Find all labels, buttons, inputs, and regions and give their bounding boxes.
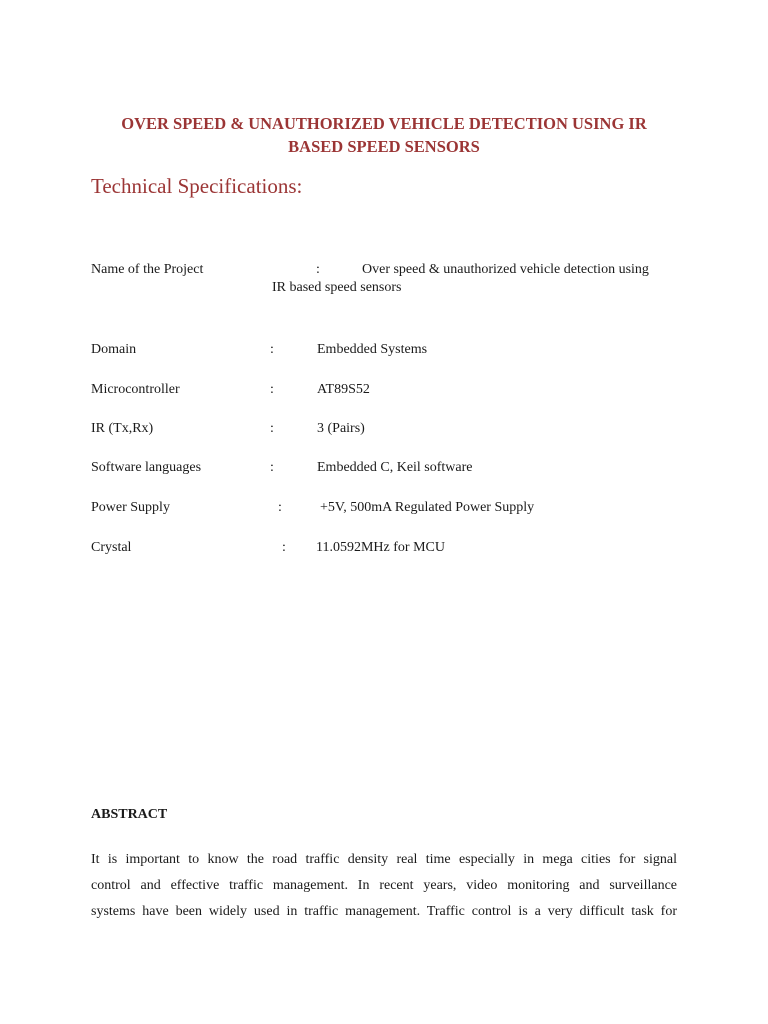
spec-separator: : (270, 460, 274, 475)
spec-separator: : (316, 262, 320, 277)
spec-value-continuation: IR based speed sensors (272, 280, 402, 295)
spec-value: Embedded Systems (317, 342, 428, 357)
abstract-line: It is important to know the road traffic density real time especially in mega cities for signal (91, 852, 677, 867)
abstract-line: control and effective traffic management. In recent years, video monitoring and surveillance (91, 878, 677, 893)
spec-label: Microcontroller (91, 382, 180, 397)
abstract-paragraph (91, 847, 677, 925)
spec-row-domain (0, 340, 768, 360)
spec-separator: : (270, 342, 274, 357)
title-line-1: OVER SPEED & UNAUTHORIZED VEHICLE DETECTION USING IR (121, 114, 647, 133)
abstract-line: systems have been widely used in traffic management. Traffic control is a very difficult task for (91, 904, 677, 919)
spec-value: 3 (Pairs) (317, 421, 365, 436)
abstract-heading: ABSTRACT (91, 807, 168, 822)
spec-row-power-supply (0, 498, 768, 518)
document-title (0, 112, 768, 158)
spec-row-microcontroller (0, 380, 768, 400)
spec-value: Embedded C, Keil software (317, 460, 473, 475)
spec-label: IR (Tx,Rx) (91, 421, 154, 436)
spec-value: AT89S52 (317, 382, 370, 397)
spec-row-crystal (0, 538, 768, 558)
title-line-2: BASED SPEED SENSORS (288, 137, 480, 156)
spec-value: 11.0592MHz for MCU (316, 540, 445, 555)
spec-row-software (0, 458, 768, 478)
spec-row-project-name (0, 260, 768, 280)
spec-label: Power Supply (91, 500, 170, 515)
spec-separator: : (278, 500, 282, 515)
spec-label: Name of the Project (91, 262, 204, 277)
spec-label: Domain (91, 342, 137, 357)
spec-value: Over speed & unauthorized vehicle detection using (362, 262, 649, 277)
spec-separator: : (282, 540, 286, 555)
spec-label: Crystal (91, 540, 132, 555)
spec-value: +5V, 500mA Regulated Power Supply (320, 500, 535, 515)
spec-row-ir (0, 419, 768, 439)
spec-label: Software languages (91, 460, 202, 475)
spec-separator: : (270, 421, 274, 436)
spec-separator: : (270, 382, 274, 397)
section-heading: Technical Specifications: (91, 174, 303, 198)
